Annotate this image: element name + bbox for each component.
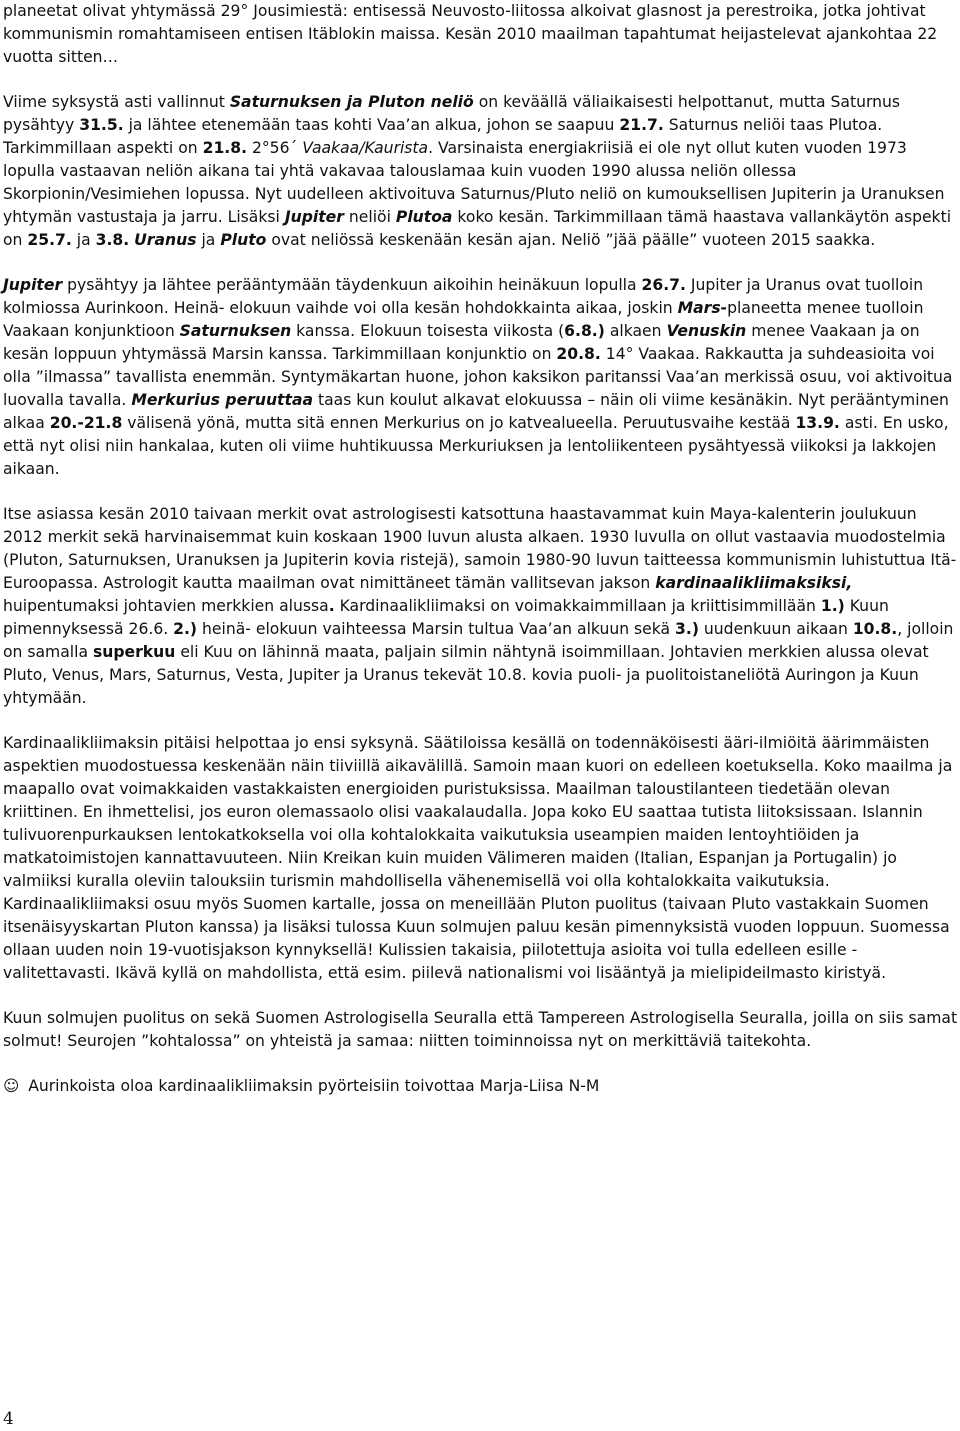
text-run: menee Vaakaan ja on kesän loppuun yhtymässä Marsin kanssa. Tarkimmillaan konjunktio on: [3, 322, 920, 363]
text-run: uudenkuun aikaan: [698, 620, 853, 638]
text-run: 10.8.: [852, 620, 898, 638]
text-run: on keväällä väliaikaisesti helpottanut, mutta Saturnus pysähtyy: [3, 93, 901, 134]
text-run: 20.-21.8: [49, 414, 123, 432]
text-run: Saturnus neliöi taas Plutoa. Tarkimmillaan aspekti on: [3, 116, 883, 157]
paragraph-2: [3, 91, 959, 252]
text-run: 26.7.: [641, 276, 686, 294]
text-run: Mars-: [677, 299, 728, 317]
text-run: Kuun solmujen puolitus on sekä Suomen Astrologisella Seuralla että Tampereen Astrologisella Seuralla, joilla on siis samat solmut! Seurojen ”kohtalossa” on yhteistä ja samaa: niitten toiminnoissa nyt on merkittäviä taitekohta.: [3, 1009, 958, 1050]
text-run: 20.8.: [556, 345, 601, 363]
text-run: huipentumaksi johtavien merkkien alussa: [3, 597, 329, 615]
smiley-icon: ☺: [3, 1077, 20, 1095]
text-run: kardinaalikliimaksiksi,: [655, 574, 853, 592]
text-run: planeetta menee tuolloin Vaakaan konjunktioon: [3, 299, 924, 340]
text-run: 2.): [173, 620, 198, 638]
text-run: Pluto: [220, 231, 267, 249]
text-run: Jupiter: [3, 276, 63, 294]
text-run: kanssa. Elokuun toisesta viikosta (: [291, 322, 565, 340]
text-run: superkuu: [92, 643, 176, 661]
text-run: koko kesän. Tarkimmillaan tämä haastava vallankäytön aspekti on: [3, 208, 952, 249]
text-run: . Varsinaista energiakriisiä ei ole nyt ollut kuten vuoden 1973 lopulla vastaavan neliön aikana tai yhtä vakavaa talouslamaa kuin vuoden 1990 alussa neliön ollessa Skorpionin/Vesimiehen lopussa. Nyt uudelleen aktivoituva Saturnus/Pluto neliö on kumouksellisen Jupiterin ja Uranuksen yhtymän vastustaja ja jarru. Lisäksi: [3, 139, 945, 226]
document-page: [3, 0, 959, 1120]
text-run: Merkurius peruuttaa: [131, 391, 314, 409]
text-run: 25.7.: [27, 231, 72, 249]
text-run: 21.8.: [202, 139, 247, 157]
text-run: välisenä yönä, mutta sitä ennen Merkurius on jo katvealueella. Peruutusvaihe kestää: [122, 414, 796, 432]
text-run: 31.5.: [79, 116, 124, 134]
text-run: 1.): [820, 597, 845, 615]
paragraph-3: [3, 274, 959, 481]
text-run: alkaen: [604, 322, 667, 340]
text-run: Jupiter ja Uranus ovat tuolloin kolmiossa Aurinkoon. Heinä- elokuun vaihde voi olla kesän hohdokkainta aikaa, joskin: [3, 276, 924, 317]
text-run: 2°56´: [247, 139, 303, 157]
paragraph-5: [3, 732, 959, 985]
text-run: Saturnuksen ja Pluton neliö: [229, 93, 474, 111]
text-run: Kuun pimennyksessä 26.6.: [3, 597, 889, 638]
text-run: Aurinkoista oloa kardinaalikliimaksin pyörteisiin toivottaa Marja-Liisa N-M: [23, 1077, 600, 1095]
text-run: Jupiter: [284, 208, 344, 226]
text-run: Saturnuksen: [179, 322, 292, 340]
text-run: asti. En usko, että nyt olisi niin hankalaa, kuten oli viime huhtikuussa Merkuriuksen ja lentoliikenteen pysähtyessä viikoksi ja lakkojen aikaan.: [3, 414, 949, 478]
text-run: heinä- elokuun vaihteessa Marsin tultua Vaa’an alkuun sekä: [197, 620, 676, 638]
page-number: 4: [3, 1409, 14, 1429]
text-run: 3.): [675, 620, 699, 638]
text-run: Kardinaalikliimaksi on voimakkaimmillaan ja kriittisimmillään: [334, 597, 821, 615]
text-run: 6.8.): [564, 322, 605, 340]
text-run: Uranus: [134, 231, 197, 249]
text-run: ovat neliössä keskenään kesän ajan. Neliö ”jää päälle” vuoteen 2015 saakka.: [266, 231, 876, 249]
text-run: Vaakaa/Kaurista: [302, 139, 429, 157]
text-run: ja: [71, 231, 96, 249]
text-run: ja: [196, 231, 221, 249]
text-run: 14° Vaakaa. Rakkautta ja suhdeasioita voi olla ”ilmassa” tavallista enemmän. Syntymäkartan huone, johon kaksikon paritanssi Vaa’an merkissä osuu, voi aktivoitua luovalla tavalla.: [3, 345, 953, 409]
text-run: , jolloin on samalla: [3, 620, 954, 661]
text-run: pysähtyy ja lähtee perääntymään täydenkuun aikoihin heinäkuun lopulla: [62, 276, 642, 294]
text-run: Kardinaalikliimaksin pitäisi helpottaa jo ensi syksynä. Säätiloissa kesällä on todennäköisesti ääri-ilmiöitä äärimmäisten aspektien muodostuessa keskenään näin tiiviillä aikavälillä. Samoin maan kuori on edelleen koetuksella. Koko maailma ja maapallo ovat voimakkaiden vastakkaisten energioiden puristuksissa. Maailman taloustilanteen tiedetään olevan kriittinen. En ihmettelisi, jos euron olemassaolo olisi vaakalaudalla. Jopa koko EU saattaa tutista liitoksissaan. Islannin tulivuorenpurkauksen lentokatkoksella voi olla kohtalokkaita vaikutuksia useampien maiden lentoyhtiöiden ja matkatoimistojen kannattavuuteen. Niin Kreikan kuin muiden Välimeren maiden (Italian, Espanjan ja Portugalin) jo valmiiksi kuralla oleviin talouksiin turismin mahdollisella vähenemisellä voi olla kohtalokkaita vaikutuksia. Kardinaalikliimaksi osuu myös Suomen kartalle, jossa on meneillään Pluton puolitus (taivaan Pluto vastakkain Suomen itsenäisyyskartan Pluton kanssa) ja lisäksi tulossa Kuun solmujen paluu kesän pimennyksistä vuoden loppuun. Suomessa ollaan uuden noin 19-vuotisjakson kynnyksellä! Kulissien takaisia, piilotettuja asioita voi tulla edelleen esille - valitettavasti. Ikävä kyllä on mahdollista, että esim. piilevä nationalismi voi lisääntyä ja mielipideilmasto kiristyä.: [3, 734, 953, 982]
paragraph-1: [3, 0, 959, 69]
text-run: Venuskin: [666, 322, 747, 340]
text-run: .: [328, 597, 335, 615]
text-run: 13.9.: [795, 414, 840, 432]
text-run: Itse asiassa kesän 2010 taivaan merkit ovat astrologisesti katsottuna haastavammat kuin Maya-kalenterin joulukuun 2012 merkit sekä harvinaisemmat kuin koskaan 1900 luvun alusta alkaen. 1930 luvulla on ollut vastaavia muodostelmia (Pluton, Saturnuksen, Uranuksen ja Jupiterin kovia ristejä), samoin 1980-90 luvun taitteessa kommunismin luhistuttua Itä-Euroopassa. Astrologit kautta maailman ovat nimittäneet tämän vallitsevan jakson: [3, 505, 957, 592]
text-run: neliöi: [343, 208, 396, 226]
text-run: taas kun koulut alkavat elokuussa – näin oli viime kesänäkin. Nyt perääntyminen alkaa: [3, 391, 949, 432]
paragraph-4: [3, 503, 959, 710]
text-run: ja lähtee etenemään taas kohti Vaa’an alkua, johon se saapuu: [123, 116, 620, 134]
text-run: 21.7.: [619, 116, 664, 134]
paragraph-6: [3, 1007, 959, 1053]
text-run: 3.8.: [95, 231, 130, 249]
text-run: Plutoa: [395, 208, 453, 226]
text-run: Viime syksystä asti vallinnut: [3, 93, 230, 111]
closing-greeting: [3, 1075, 959, 1098]
text-run: eli Kuu on lähinnä maata, paljain silmin nähtynä isoimmillaan. Johtavien merkkien alussa olevat Pluto, Venus, Mars, Saturnus, Vesta, Jupiter ja Uranus tekevät 10.8. kovia puoli- ja puolitoistaneliötä Auringon ja Kuun yhtymään.: [3, 643, 929, 707]
text-run: planeetat olivat yhtymässä 29° Jousimiestä: entisessä Neuvosto-liitossa alkoivat glasnost ja perestroika, jotka johtivat kommunismin romahtamiseen entisen Itäblokin maissa. Kesän 2010 maailman tapahtumat heijastelevat ajankohtaa 22 vuotta sitten…: [3, 2, 938, 66]
